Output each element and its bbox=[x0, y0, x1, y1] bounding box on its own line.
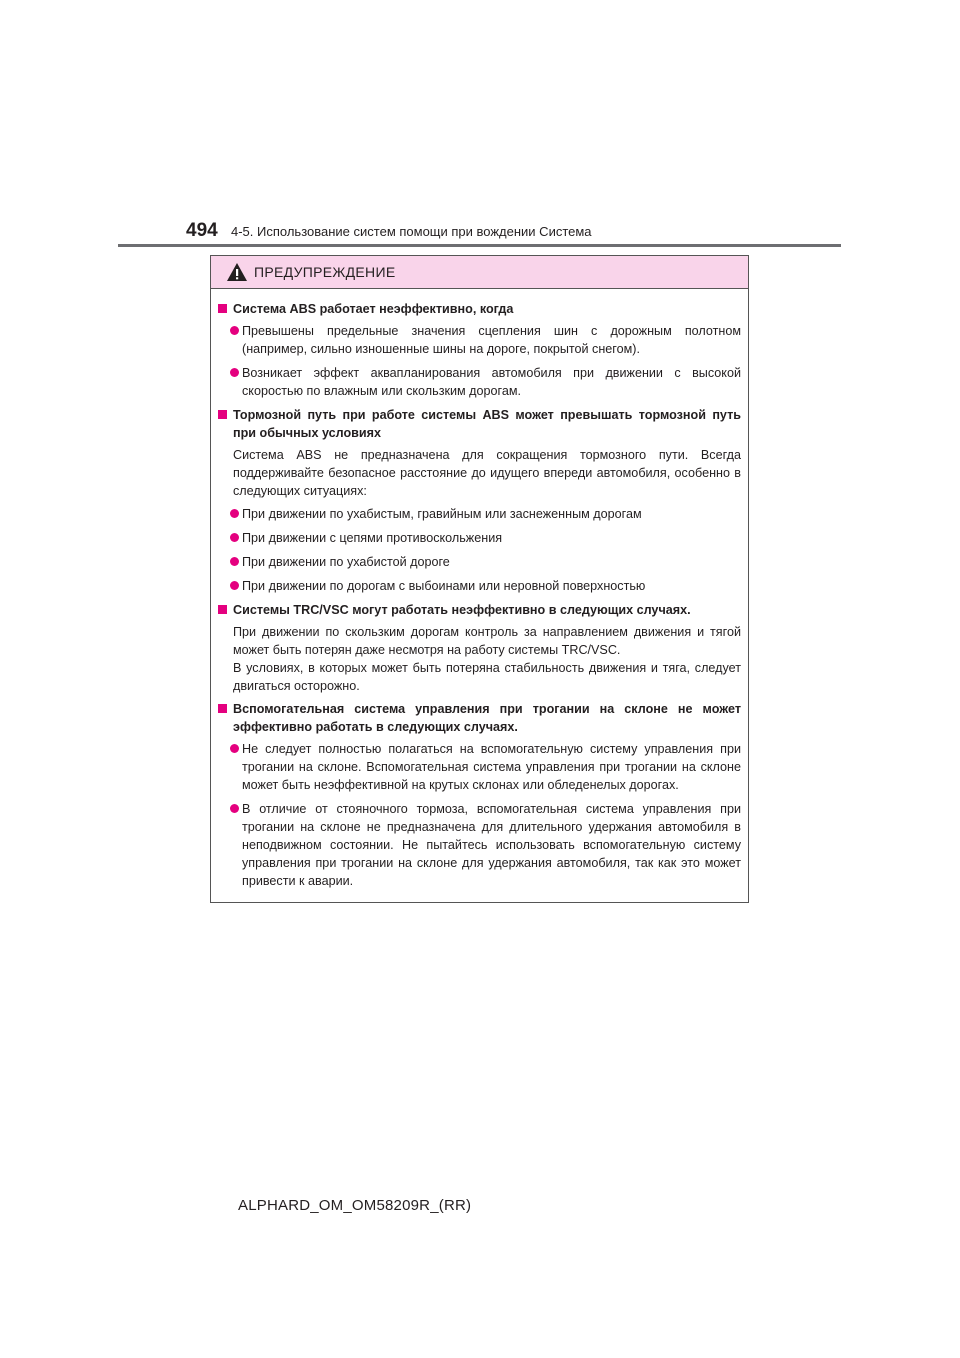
section-heading-text: Системы TRC/VSC могут работать неэффективно в следующих случаях. bbox=[233, 603, 691, 617]
page-header bbox=[186, 220, 836, 244]
square-bullet-icon bbox=[218, 704, 227, 713]
list-item bbox=[217, 800, 741, 890]
list-item-text: При движении по ухабистой дороге bbox=[242, 555, 450, 569]
warning-title: ПРЕДУПРЕЖДЕНИЕ bbox=[254, 264, 396, 280]
section-title: 4-5. Использование систем помощи при вождении Система bbox=[231, 224, 592, 239]
list-item bbox=[217, 364, 741, 400]
section-heading bbox=[217, 406, 741, 442]
square-bullet-icon bbox=[218, 605, 227, 614]
list-item-text: Превышены предельные значения сцепления шин с дорожным полотном (например, сильно изношенные шины на дороге, покрытой снегом). bbox=[242, 324, 741, 356]
page-number: 494 bbox=[186, 220, 218, 241]
section-abs-braking-distance bbox=[217, 406, 741, 595]
section-heading-text: Вспомогательная система управления при трогании на склоне не может эффективно работать в следующих случаях. bbox=[233, 702, 741, 734]
square-bullet-icon bbox=[218, 304, 227, 313]
list-item-text: При движении по ухабистым, гравийным или заснеженным дорогам bbox=[242, 507, 642, 521]
section-paragraph: При движении по скользким дорогам контроль за направлением движения и тягой может быть потерян даже несмотря на работу системы TRC/VSC. bbox=[233, 625, 741, 657]
round-bullet-icon bbox=[230, 368, 239, 377]
round-bullet-icon bbox=[230, 581, 239, 590]
round-bullet-icon bbox=[230, 557, 239, 566]
section-abs-ineffective bbox=[217, 300, 741, 400]
list-item bbox=[217, 505, 741, 523]
round-bullet-icon bbox=[230, 744, 239, 753]
section-heading bbox=[217, 601, 741, 619]
section-paragraph: Система ABS не предназначена для сокращения тормозного пути. Всегда поддерживайте безопасное расстояние до идущего впереди автомобиля, особенно в следующих ситуациях: bbox=[233, 448, 741, 498]
list-item-text: Не следует полностью полагаться на вспомогательную систему управления при трогании на склоне. Вспомогательная система управления при трогании на склоне может быть неэффективной на крутых склонах или обледенелых дорогах. bbox=[242, 742, 741, 792]
list-item bbox=[217, 577, 741, 595]
header-rule bbox=[118, 244, 841, 247]
footer-code: ALPHARD_OM_OM58209R_(RR) bbox=[238, 1197, 472, 1214]
section-heading bbox=[217, 700, 741, 736]
round-bullet-icon bbox=[230, 509, 239, 518]
section-paragraph: В условиях, в которых может быть потеряна стабильность движения и тяга, следует двигаться осторожно. bbox=[233, 661, 741, 693]
list-item bbox=[217, 529, 741, 547]
warning-triangle-icon bbox=[226, 262, 248, 282]
list-item bbox=[217, 740, 741, 794]
list-item-text: В отличие от стояночного тормоза, вспомогательная система управления при трогании на склоне не предназначена для длительного удержания автомобиля в неподвижном состоянии. Не пытайтесь использовать вспомогательную систему управления при трогании на склоне для удержания автомобиля, так как это может привести к аварии. bbox=[242, 802, 741, 888]
list-item-text: Возникает эффект аквапланирования автомобиля при движении с высокой скоростью по влажным или скользким дорогам. bbox=[242, 366, 741, 398]
round-bullet-icon bbox=[230, 326, 239, 335]
section-trc-vsc bbox=[217, 601, 741, 695]
warning-body bbox=[211, 289, 748, 890]
list-item bbox=[217, 553, 741, 571]
section-heading-text: Тормозной путь при работе системы ABS может превышать тормозной путь при обычных условиях bbox=[233, 408, 741, 440]
section-heading bbox=[217, 300, 741, 318]
round-bullet-icon bbox=[230, 804, 239, 813]
list-item bbox=[217, 322, 741, 358]
section-heading-text: Система ABS работает неэффективно, когда bbox=[233, 302, 514, 316]
round-bullet-icon bbox=[230, 533, 239, 542]
warning-box bbox=[210, 255, 749, 903]
list-item-text: При движении по дорогам с выбоинами или неровной поверхностью bbox=[242, 579, 646, 593]
section-hill-start-assist bbox=[217, 700, 741, 890]
list-item-text: При движении с цепями противоскольжения bbox=[242, 531, 503, 545]
square-bullet-icon bbox=[218, 410, 227, 419]
warning-header bbox=[211, 256, 748, 289]
